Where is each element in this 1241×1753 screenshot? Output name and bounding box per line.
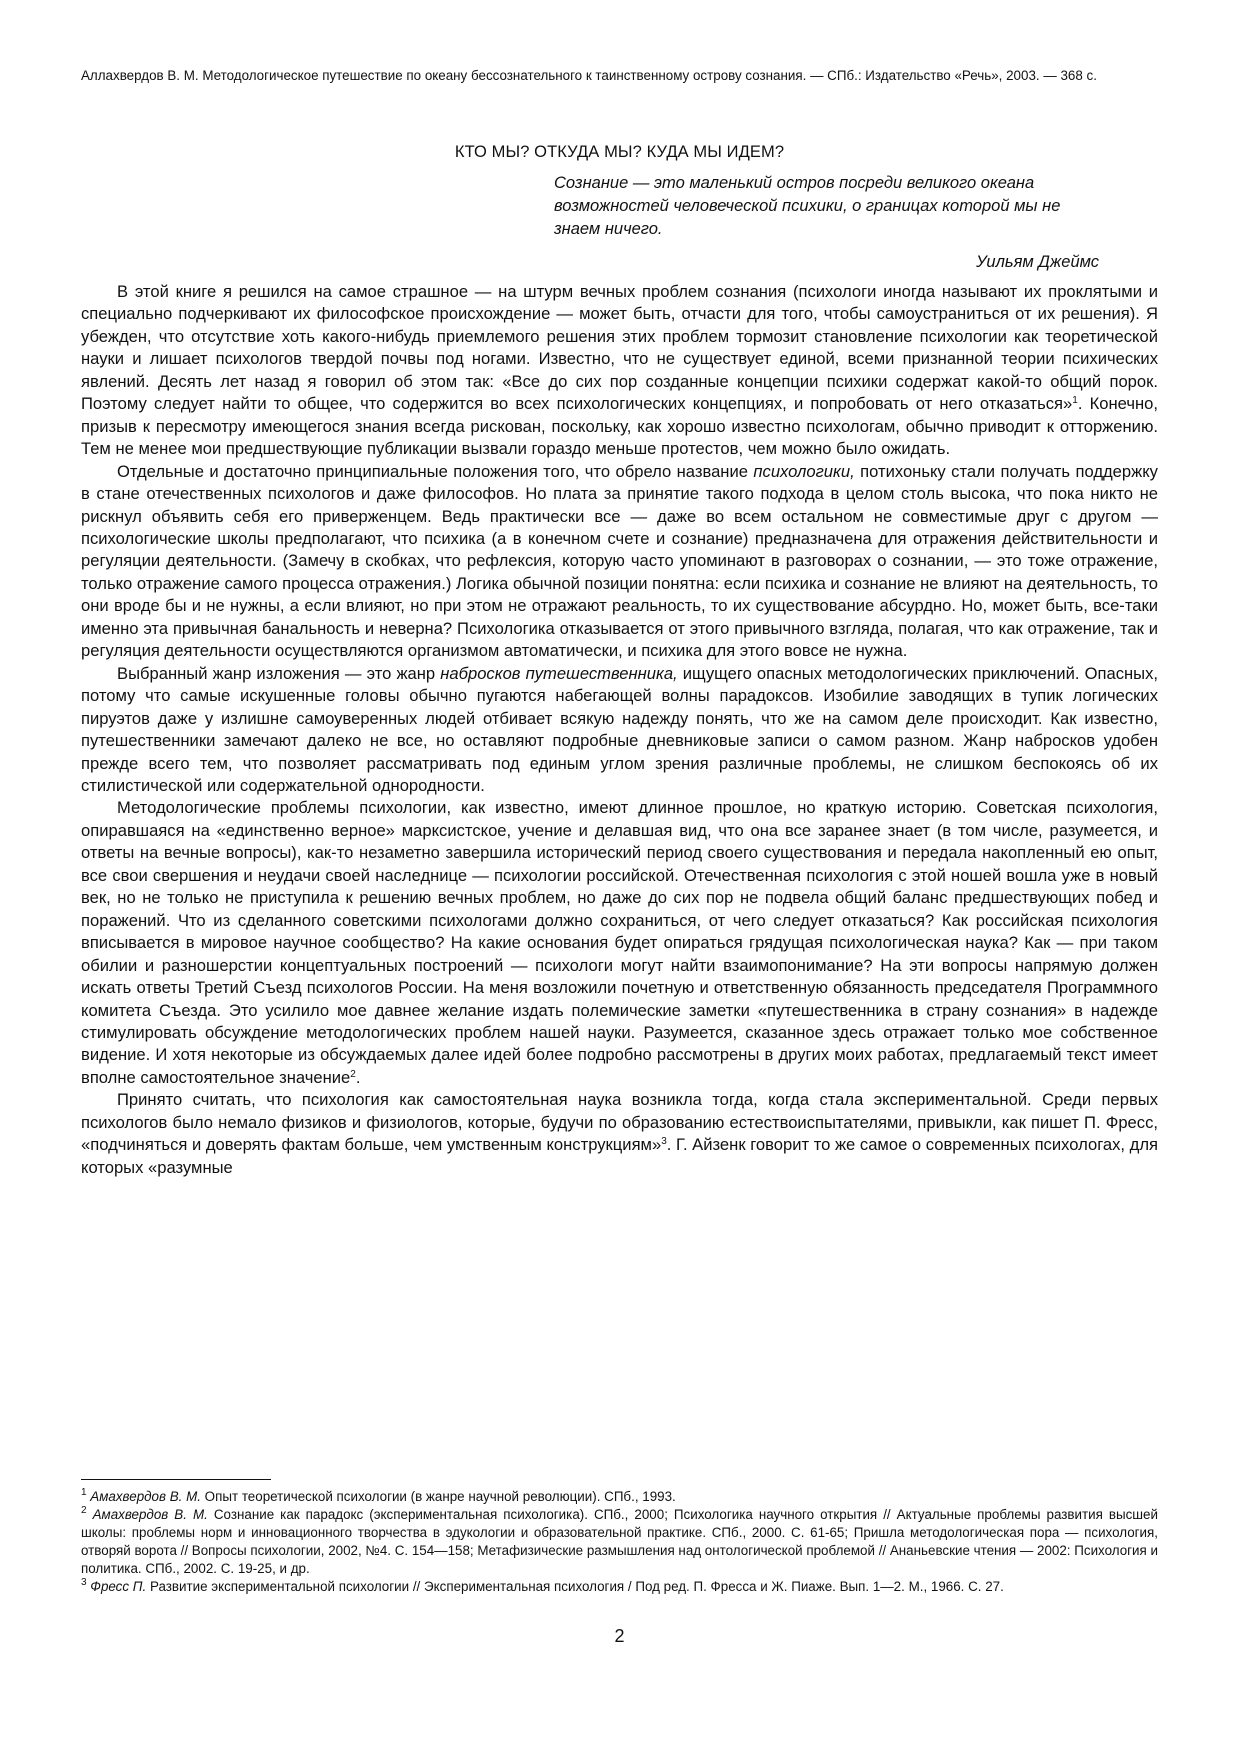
footnote-2: $^2$ Амахвердов В. М. Сознание как парадокс (экспериментальная психологика). СПб., 2000; Психологика научного открытия // Актуальные проблемы развития высшей школы: проблемы норм и инновационного творчества в эдукологии и образовательной практике. СПб., 2000. С. 61-65; Пришла методологическая пора — психология, отворяй ворота // Вопросы психологии, 2002, №4. С. 154—158; Метафизические размышления над онтологической проблемой // Ананьевские чтения — 2002: Психология и политика. СПб., 2002. С. 19-25, и др. — [81, 1505, 1158, 1576]
bibliographic-reference: Аллахвердов В. М. Методологическое путешествие по океану бессознательного к таинственному острову сознания. — СПб.: Издательство «Речь», 2003. — 368 с. — [81, 68, 1097, 83]
footnote-ref-1[interactable]: 1 — [1072, 395, 1078, 407]
paragraph-3: Выбранный жанр изложения — это жанр набросков путешественника, ищущего опасных методологических приключений. Опасных, потому что самые искушенные головы обычно пугаются набегающей волны парадоксов. Изобилие заводящих в тупик логических пируэтов даже у излишне самоуверенных людей отбивает всякую надежду понять, что же на самом деле происходит. Как известно, путешественники замечают далеко не все, но оставляют подробные дневниковые записи о самом разном. Жанр набросков удобен прежде всего тем, что позволяет рассматривать под единым углом зрения различные проблемы, не слишком беспокоясь об их стилистической или содержательной однородности. — [81, 663, 1158, 795]
footnote-1: $^1$ Амахвердов В. М. Опыт теоретической психологии (в жанре научной революции). СПб., 1993. — [81, 1487, 676, 1504]
paragraph-5: Принято считать, что психология как самостоятельная наука возникла тогда, когда стала экспериментальной. Среди первых психологов было немало физиков и физиологов, которые, будучи по образованию естествоиспытателями, привыкли, как пишет П. Фресс, «подчиняться и доверять фактам больше, чем умственным конструкциям»$^3$. Г. Айзенк говорит то же самое о современных психологах, для которых «разумные — [81, 1090, 1158, 1177]
epigraph: Сознание — это маленький остров посреди великого океана возможностей человеческой психики, о границах которой мы не знаем ничего. — [554, 174, 1061, 238]
epigraph-author: Уильям Джеймс — [976, 253, 1099, 271]
footnotes — [81, 1488, 1158, 1596]
page-number: 2 — [614, 1626, 625, 1646]
footnote-divider — [81, 1479, 271, 1480]
term-psychologic: психологики, — [753, 461, 855, 481]
paragraph-2: Отдельные и достаточно принципиальные положения того, что обрело название психологики, потихоньку стали получать поддержку в стане отечественных психологов и даже философов. Но плата за принятие такого подхода в целом столь высока, что пока никто не рискнул объявить себя его приверженцем. Ведь практически все — даже во всем остальном не совместимые друг с другом — психологические школы предполагают, что психика (а в конечном счете и сознание) предназначена для отражения действительности и регуляции деятельности. (Замечу в скобках, что рефлексия, которую часто упоминают в разговорах о сознании, — это тоже отражение, только отражение самого процесса отражения.) Логика обычной позиции понятна: если психика и сознание не влияют на деятельность, то они вроде бы и не нужны, а если влияют, но при этом не отражают реальность, то их существование абсурдно. Но, может быть, все-таки именно эта привычная банальность и неверна? Психологика отказывается от этого привычного взгляда, полагая, что как отражение, так и регуляция деятельности осуществляются организмом автоматически, и психика для этого вовсе не нужна. — [81, 461, 1158, 661]
body-text — [81, 281, 1158, 1179]
term-traveler-sketches: набросков путешественника, — [440, 663, 678, 683]
footnote-ref-3[interactable]: 3 — [661, 1136, 667, 1148]
footnote-ref-2[interactable]: 2 — [350, 1068, 356, 1080]
chapter-title: КТО МЫ? ОТКУДА МЫ? КУДА МЫ ИДЕМ? — [454, 143, 785, 161]
paragraph-1: В этой книге я решился на самое страшное — на штурм вечных проблем сознания (психологи иногда называют их проклятыми и специально подчеркивают их философское происхождение — может быть, отчасти для того, чтобы самоустраниться от их решения). Я убежден, что отсутствие хоть какого-нибудь приемлемого решения этих проблем тормозит становление психологии как теоретической науки и лишает психологов твердой почвы под ногами. Известно, что не существует единой, всеми признанной теории психических явлений. Десять лет назад я говорил об этом так: «Все до сих пор созданные концепции психики содержат какой-то общий порок. Поэтому следует найти то общее, что содержится во всех психологических концепциях, и попробовать от него отказаться»$^1$. Конечно, призыв к пересмотру имеющегося знания всегда рискован, поскольку, как хорошо известно психологам, обычно приводит к отторжению. Тем не менее мои предшествующие публикации вызвали гораздо меньше протестов, чем можно было ожидать. — [81, 282, 1158, 459]
paragraph-4: Методологические проблемы психологии, как известно, имеют длинное прошлое, но краткую историю. Советская психология, опиравшаяся на «единственно верное» марксистское, учение и делавшая вид, что она все заранее знает (в том числе, разумеется, и ответы на вечные вопросы), как-то незаметно завершила исторический период своего существования и передала накопленный ею опыт, все свои свершения и неудачи своей наследнице — психологии российской. Отечественная психология с этой ношей вошла уже в новый век, но не только не приступила к решению вечных проблем, но даже до сих пор не подвела общий баланс предшествующих побед и поражений. Что из сделанного советскими психологами должно сохраниться, от чего следует отказаться? Как российская психология вписывается в мировое научное сообщество? На какие основания будет опираться грядущая психологическая наука? Как — при таком обилии и разношерстии концептуальных построений — психологи могут найти взаимопонимание? На эти вопросы напрямую должен искать ответы Третий Съезд психологов России. На меня возложили почетную и ответственную обязанность председателя Программного комитета Съезда. Это усилило мое давнее желание издать полемические заметки «путешественника в страну сознания» в надежде стимулировать обсуждение методологических проблем нашей науки. Разумеется, сказанное здесь отражает только мое собственное видение. И хотя некоторые из обсуждаемых далее идей более подробно рассмотрены в других моих работах, предлагаемый текст имеет вполне самостоятельное значение$^2$. — [81, 798, 1158, 1087]
footnote-3: $^3$ Фресс П. Развитие экспериментальной психологии // Экспериментальная психология / Под ред. П. Фресса и Ж. Пиаже. Вып. 1—2. М., 1966. С. 27. — [81, 1577, 1004, 1594]
